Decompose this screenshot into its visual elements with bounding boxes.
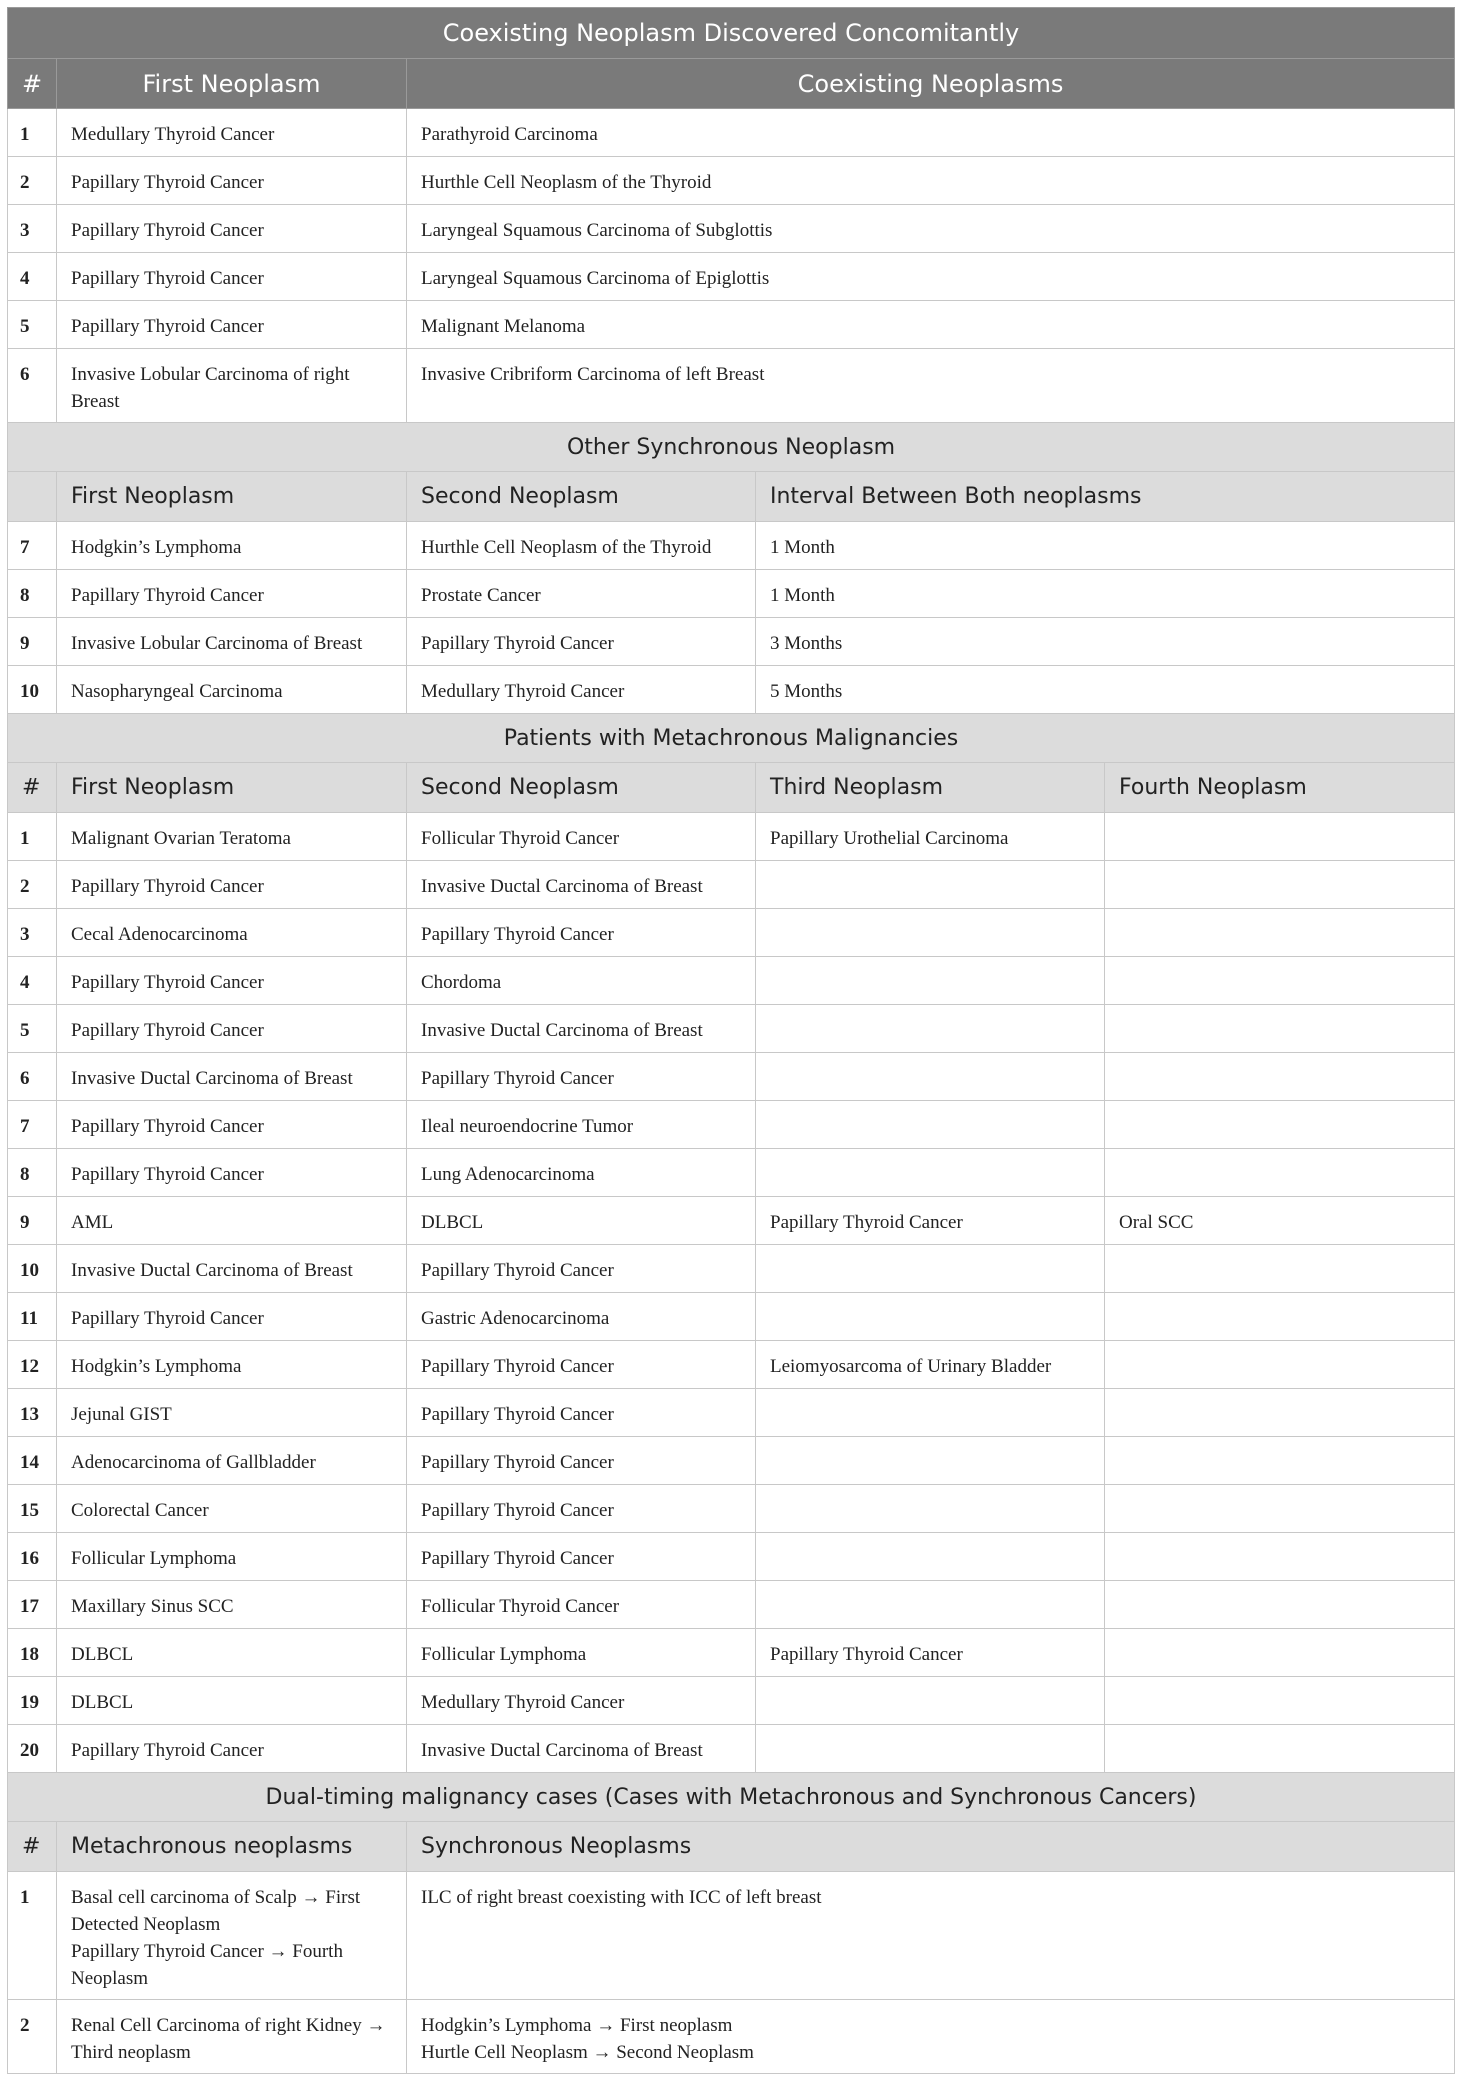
section4-header-row — [8, 1822, 1455, 1872]
table-row — [8, 522, 1455, 570]
second-neoplasm-cell: Follicular Lymphoma — [407, 1629, 756, 1677]
metachronous-line: Renal Cell Carcinoma of right Kidney → Third neoplasm — [71, 2015, 386, 2063]
row-number: 12 — [8, 1341, 57, 1389]
column-header-third-neoplasm: Third Neoplasm — [756, 763, 1105, 813]
metachronous-cell — [57, 2000, 407, 2074]
table-row — [8, 1437, 1455, 1485]
second-neoplasm-cell: Chordoma — [407, 957, 756, 1005]
row-number: 9 — [8, 618, 57, 666]
third-neoplasm-cell — [756, 1581, 1105, 1629]
table-row — [8, 157, 1455, 205]
first-neoplasm-cell: AML — [57, 1197, 407, 1245]
section2-header-row — [8, 472, 1455, 522]
first-neoplasm-cell: Papillary Thyroid Cancer — [57, 157, 407, 205]
third-neoplasm-cell — [756, 1389, 1105, 1437]
coexisting-neoplasm-cell: Laryngeal Squamous Carcinoma of Subglottis — [407, 205, 1455, 253]
table-row — [8, 861, 1455, 909]
neoplasm-table — [7, 7, 1455, 2074]
fourth-neoplasm-cell — [1105, 1005, 1455, 1053]
row-number: 6 — [8, 1053, 57, 1101]
interval-cell: 5 Months — [756, 666, 1455, 714]
fourth-neoplasm-cell — [1105, 1725, 1455, 1773]
fourth-neoplasm-cell — [1105, 1629, 1455, 1677]
fourth-neoplasm-cell — [1105, 813, 1455, 861]
first-neoplasm-cell: Medullary Thyroid Cancer — [57, 109, 407, 157]
synchronous-line: ILC of right breast coexisting with ICC of left breast — [421, 1887, 822, 1908]
fourth-neoplasm-cell — [1105, 1677, 1455, 1725]
column-header-number: # — [8, 763, 57, 813]
first-neoplasm-cell: Invasive Ductal Carcinoma of Breast — [57, 1245, 407, 1293]
table-row — [8, 1677, 1455, 1725]
fourth-neoplasm-cell — [1105, 1533, 1455, 1581]
third-neoplasm-cell — [756, 1725, 1105, 1773]
second-neoplasm-cell: Papillary Thyroid Cancer — [407, 1341, 756, 1389]
third-neoplasm-cell — [756, 1245, 1105, 1293]
section4-title: Dual-timing malignancy cases (Cases with Metachronous and Synchronous Cancers) — [8, 1773, 1455, 1822]
fourth-neoplasm-cell — [1105, 909, 1455, 957]
section1-header-row — [8, 59, 1455, 109]
first-neoplasm-cell: Colorectal Cancer — [57, 1485, 407, 1533]
table-row — [8, 909, 1455, 957]
table-row — [8, 1485, 1455, 1533]
second-neoplasm-cell: Papillary Thyroid Cancer — [407, 1437, 756, 1485]
table-row — [8, 349, 1455, 423]
third-neoplasm-cell — [756, 909, 1105, 957]
third-neoplasm-cell — [756, 1677, 1105, 1725]
row-number: 9 — [8, 1197, 57, 1245]
second-neoplasm-cell: DLBCL — [407, 1197, 756, 1245]
table-row — [8, 1533, 1455, 1581]
third-neoplasm-cell — [756, 1053, 1105, 1101]
table-row — [8, 1872, 1455, 2000]
section1-title-row — [8, 8, 1455, 59]
table-row — [8, 1245, 1455, 1293]
second-neoplasm-cell: Hurthle Cell Neoplasm of the Thyroid — [407, 522, 756, 570]
second-neoplasm-cell: Follicular Thyroid Cancer — [407, 813, 756, 861]
third-neoplasm-cell: Papillary Thyroid Cancer — [756, 1629, 1105, 1677]
fourth-neoplasm-cell — [1105, 1149, 1455, 1197]
third-neoplasm-cell: Papillary Thyroid Cancer — [756, 1197, 1105, 1245]
column-header-second-neoplasm: Second Neoplasm — [407, 472, 756, 522]
row-number: 7 — [8, 1101, 57, 1149]
row-number: 3 — [8, 205, 57, 253]
section1-title: Coexisting Neoplasm Discovered Concomitantly — [8, 8, 1455, 59]
row-number: 13 — [8, 1389, 57, 1437]
second-neoplasm-cell: Medullary Thyroid Cancer — [407, 1677, 756, 1725]
first-neoplasm-cell: Papillary Thyroid Cancer — [57, 1005, 407, 1053]
fourth-neoplasm-cell — [1105, 1581, 1455, 1629]
table-row — [8, 1149, 1455, 1197]
table-row — [8, 957, 1455, 1005]
interval-cell: 1 Month — [756, 570, 1455, 618]
first-neoplasm-cell: Papillary Thyroid Cancer — [57, 253, 407, 301]
third-neoplasm-cell — [756, 1533, 1105, 1581]
coexisting-neoplasm-cell: Laryngeal Squamous Carcinoma of Epiglottis — [407, 253, 1455, 301]
table-row — [8, 1341, 1455, 1389]
row-number: 5 — [8, 1005, 57, 1053]
row-number: 6 — [8, 349, 57, 423]
third-neoplasm-cell: Leiomyosarcoma of Urinary Bladder — [756, 1341, 1105, 1389]
second-neoplasm-cell: Papillary Thyroid Cancer — [407, 618, 756, 666]
table-row — [8, 570, 1455, 618]
metachronous-cell — [57, 1872, 407, 2000]
table-row — [8, 1629, 1455, 1677]
third-neoplasm-cell — [756, 1005, 1105, 1053]
column-header-number: # — [8, 59, 57, 109]
row-number: 16 — [8, 1533, 57, 1581]
first-neoplasm-cell: Hodgkin’s Lymphoma — [57, 1341, 407, 1389]
fourth-neoplasm-cell — [1105, 1053, 1455, 1101]
column-header-fourth-neoplasm: Fourth Neoplasm — [1105, 763, 1455, 813]
second-neoplasm-cell: Gastric Adenocarcinoma — [407, 1293, 756, 1341]
table-row — [8, 109, 1455, 157]
first-neoplasm-cell: Papillary Thyroid Cancer — [57, 1725, 407, 1773]
row-number: 14 — [8, 1437, 57, 1485]
table-row — [8, 1197, 1455, 1245]
column-header-coexisting-neoplasms: Coexisting Neoplasms — [407, 59, 1455, 109]
first-neoplasm-cell: Hodgkin’s Lymphoma — [57, 522, 407, 570]
synchronous-line: Hodgkin’s Lymphoma → First neoplasm — [421, 2015, 733, 2036]
row-number: 5 — [8, 301, 57, 349]
fourth-neoplasm-cell — [1105, 1485, 1455, 1533]
table-row — [8, 1053, 1455, 1101]
first-neoplasm-cell: Papillary Thyroid Cancer — [57, 861, 407, 909]
section3-title-row — [8, 714, 1455, 763]
first-neoplasm-cell: Papillary Thyroid Cancer — [57, 1293, 407, 1341]
first-neoplasm-cell: Malignant Ovarian Teratoma — [57, 813, 407, 861]
coexisting-neoplasm-cell: Hurthle Cell Neoplasm of the Thyroid — [407, 157, 1455, 205]
third-neoplasm-cell: Papillary Urothelial Carcinoma — [756, 813, 1105, 861]
metachronous-line: Basal cell carcinoma of Scalp → First Detected Neoplasm — [71, 1887, 361, 1935]
column-header-interval: Interval Between Both neoplasms — [756, 472, 1455, 522]
fourth-neoplasm-cell: Oral SCC — [1105, 1197, 1455, 1245]
second-neoplasm-cell: Invasive Ductal Carcinoma of Breast — [407, 861, 756, 909]
table-row — [8, 205, 1455, 253]
row-number: 3 — [8, 909, 57, 957]
section3-header-row — [8, 763, 1455, 813]
first-neoplasm-cell: Maxillary Sinus SCC — [57, 1581, 407, 1629]
first-neoplasm-cell: Invasive Lobular Carcinoma of right Breast — [57, 349, 407, 423]
row-number: 4 — [8, 253, 57, 301]
second-neoplasm-cell: Papillary Thyroid Cancer — [407, 1389, 756, 1437]
second-neoplasm-cell: Papillary Thyroid Cancer — [407, 1053, 756, 1101]
synchronous-cell — [407, 2000, 1455, 2074]
first-neoplasm-cell: Papillary Thyroid Cancer — [57, 1149, 407, 1197]
fourth-neoplasm-cell — [1105, 1437, 1455, 1485]
column-header-first-neoplasm: First Neoplasm — [57, 59, 407, 109]
section2-title: Other Synchronous Neoplasm — [8, 423, 1455, 472]
metachronous-line: Papillary Thyroid Cancer → Fourth Neoplasm — [71, 1941, 343, 1989]
table-row — [8, 1293, 1455, 1341]
row-number: 2 — [8, 157, 57, 205]
fourth-neoplasm-cell — [1105, 1341, 1455, 1389]
row-number: 10 — [8, 666, 57, 714]
neoplasm-table-container — [7, 7, 1454, 2074]
column-header-number — [8, 472, 57, 522]
row-number: 18 — [8, 1629, 57, 1677]
coexisting-neoplasm-cell: Malignant Melanoma — [407, 301, 1455, 349]
first-neoplasm-cell: Cecal Adenocarcinoma — [57, 909, 407, 957]
second-neoplasm-cell: Medullary Thyroid Cancer — [407, 666, 756, 714]
row-number: 1 — [8, 813, 57, 861]
coexisting-neoplasm-cell: Invasive Cribriform Carcinoma of left Breast — [407, 349, 1455, 423]
row-number: 7 — [8, 522, 57, 570]
column-header-number: # — [8, 1822, 57, 1872]
second-neoplasm-cell: Follicular Thyroid Cancer — [407, 1581, 756, 1629]
section2-title-row — [8, 423, 1455, 472]
second-neoplasm-cell: Papillary Thyroid Cancer — [407, 909, 756, 957]
table-row — [8, 618, 1455, 666]
fourth-neoplasm-cell — [1105, 1245, 1455, 1293]
row-number: 1 — [8, 1872, 57, 2000]
fourth-neoplasm-cell — [1105, 957, 1455, 1005]
column-header-first-neoplasm: First Neoplasm — [57, 472, 407, 522]
row-number: 17 — [8, 1581, 57, 1629]
second-neoplasm-cell: Ileal neuroendocrine Tumor — [407, 1101, 756, 1149]
table-row — [8, 1389, 1455, 1437]
section4-title-row — [8, 1773, 1455, 1822]
second-neoplasm-cell: Invasive Ductal Carcinoma of Breast — [407, 1005, 756, 1053]
third-neoplasm-cell — [756, 1101, 1105, 1149]
second-neoplasm-cell: Invasive Ductal Carcinoma of Breast — [407, 1725, 756, 1773]
first-neoplasm-cell: DLBCL — [57, 1629, 407, 1677]
third-neoplasm-cell — [756, 861, 1105, 909]
first-neoplasm-cell: DLBCL — [57, 1677, 407, 1725]
section3-title: Patients with Metachronous Malignancies — [8, 714, 1455, 763]
fourth-neoplasm-cell — [1105, 1101, 1455, 1149]
table-row — [8, 813, 1455, 861]
second-neoplasm-cell: Papillary Thyroid Cancer — [407, 1533, 756, 1581]
synchronous-cell — [407, 1872, 1455, 2000]
first-neoplasm-cell: Papillary Thyroid Cancer — [57, 301, 407, 349]
table-row — [8, 1581, 1455, 1629]
table-row — [8, 2000, 1455, 2074]
table-row — [8, 1725, 1455, 1773]
table-row — [8, 301, 1455, 349]
row-number: 8 — [8, 1149, 57, 1197]
row-number: 4 — [8, 957, 57, 1005]
third-neoplasm-cell — [756, 1149, 1105, 1197]
first-neoplasm-cell: Follicular Lymphoma — [57, 1533, 407, 1581]
interval-cell: 1 Month — [756, 522, 1455, 570]
table-row — [8, 666, 1455, 714]
row-number: 2 — [8, 2000, 57, 2074]
fourth-neoplasm-cell — [1105, 861, 1455, 909]
column-header-synchronous: Synchronous Neoplasms — [407, 1822, 1455, 1872]
first-neoplasm-cell: Papillary Thyroid Cancer — [57, 957, 407, 1005]
row-number: 19 — [8, 1677, 57, 1725]
row-number: 10 — [8, 1245, 57, 1293]
first-neoplasm-cell: Jejunal GIST — [57, 1389, 407, 1437]
first-neoplasm-cell: Invasive Lobular Carcinoma of Breast — [57, 618, 407, 666]
table-row — [8, 253, 1455, 301]
second-neoplasm-cell: Papillary Thyroid Cancer — [407, 1485, 756, 1533]
second-neoplasm-cell: Lung Adenocarcinoma — [407, 1149, 756, 1197]
first-neoplasm-cell: Papillary Thyroid Cancer — [57, 205, 407, 253]
third-neoplasm-cell — [756, 1437, 1105, 1485]
row-number: 11 — [8, 1293, 57, 1341]
table-row — [8, 1005, 1455, 1053]
row-number: 1 — [8, 109, 57, 157]
row-number: 2 — [8, 861, 57, 909]
first-neoplasm-cell: Adenocarcinoma of Gallbladder — [57, 1437, 407, 1485]
third-neoplasm-cell — [756, 1485, 1105, 1533]
first-neoplasm-cell: Invasive Ductal Carcinoma of Breast — [57, 1053, 407, 1101]
fourth-neoplasm-cell — [1105, 1389, 1455, 1437]
synchronous-line: Hurtle Cell Neoplasm → Second Neoplasm — [421, 2042, 754, 2063]
row-number: 15 — [8, 1485, 57, 1533]
second-neoplasm-cell: Prostate Cancer — [407, 570, 756, 618]
second-neoplasm-cell: Papillary Thyroid Cancer — [407, 1245, 756, 1293]
third-neoplasm-cell — [756, 957, 1105, 1005]
coexisting-neoplasm-cell: Parathyroid Carcinoma — [407, 109, 1455, 157]
column-header-metachronous: Metachronous neoplasms — [57, 1822, 407, 1872]
row-number: 20 — [8, 1725, 57, 1773]
interval-cell: 3 Months — [756, 618, 1455, 666]
third-neoplasm-cell — [756, 1293, 1105, 1341]
first-neoplasm-cell: Papillary Thyroid Cancer — [57, 570, 407, 618]
column-header-first-neoplasm: First Neoplasm — [57, 763, 407, 813]
column-header-second-neoplasm: Second Neoplasm — [407, 763, 756, 813]
first-neoplasm-cell: Papillary Thyroid Cancer — [57, 1101, 407, 1149]
row-number: 8 — [8, 570, 57, 618]
table-row — [8, 1101, 1455, 1149]
fourth-neoplasm-cell — [1105, 1293, 1455, 1341]
first-neoplasm-cell: Nasopharyngeal Carcinoma — [57, 666, 407, 714]
